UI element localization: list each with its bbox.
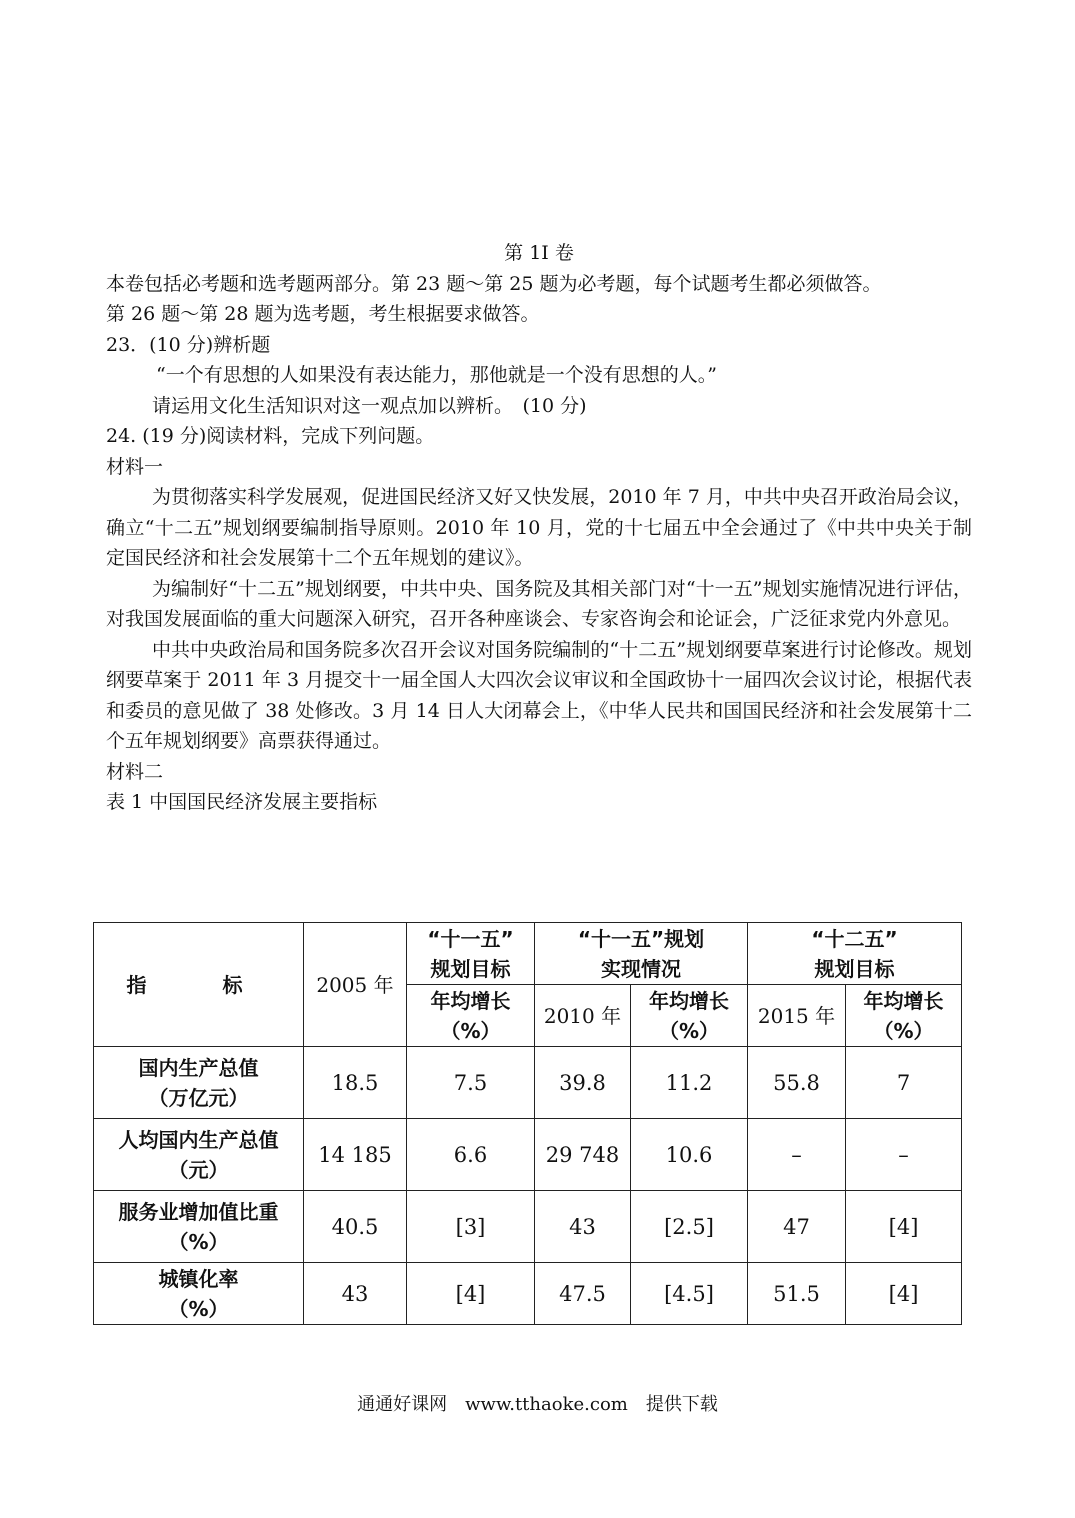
document-body — [106, 238, 972, 818]
table-cell: 51.5 — [748, 1263, 846, 1325]
row-label: 人均国内生产总值 （元） — [94, 1119, 304, 1191]
table-cell: [4.5] — [631, 1263, 748, 1325]
header-growth-3: 年均增长 （%） — [846, 985, 962, 1047]
header-plan12-target: “十二五” 规划目标 — [748, 923, 962, 985]
table-cell: 40.5 — [304, 1191, 407, 1263]
table-cell: 11.2 — [631, 1047, 748, 1119]
row-label: 服务业增加值比重 （%） — [94, 1191, 304, 1263]
indicator-table — [93, 922, 962, 1325]
table-cell: 7 — [846, 1047, 962, 1119]
table-cell: 14 185 — [304, 1119, 407, 1191]
table-caption: 表 1 中国国民经济发展主要指标 — [106, 791, 378, 813]
table-cell: 39.8 — [535, 1047, 631, 1119]
material2-label: 材料二 — [106, 760, 164, 783]
section-title: 第 1I 卷 — [504, 242, 574, 264]
table-cell: 47 — [748, 1191, 846, 1263]
q24-heading: 24. (19 分)阅读材料，完成下列问题。 — [106, 425, 435, 447]
table-row — [94, 1263, 962, 1325]
header-plan11-actual: “十一五”规划 实现情况 — [535, 923, 748, 985]
table-cell: 18.5 — [304, 1047, 407, 1119]
table-cell: [4] — [407, 1263, 535, 1325]
intro-line-1: 本卷包括必考题和选考题两部分。第 23 题～第 25 题为必考题，每个试题考生都必须做答。 — [106, 272, 882, 295]
table-cell: 55.8 — [748, 1047, 846, 1119]
table-row — [94, 1191, 962, 1263]
header-2005: 2005 年 — [304, 923, 407, 1047]
table-cell: 7.5 — [407, 1047, 535, 1119]
row-label: 城镇化率 （%） — [94, 1263, 304, 1325]
table-cell: [4] — [846, 1263, 962, 1325]
table-cell: – — [846, 1119, 962, 1191]
table-cell: 10.6 — [631, 1119, 748, 1191]
row-label: 国内生产总值 （万亿元） — [94, 1047, 304, 1119]
q23-quote: “一个有思想的人如果没有表达能力，那他就是一个没有思想的人。” — [156, 364, 717, 386]
table-cell: [2.5] — [631, 1191, 748, 1263]
header-plan11-target: “十一五” 规划目标 — [407, 923, 535, 985]
table-cell: 43 — [535, 1191, 631, 1263]
material1-paragraph-1: 为贯彻落实科学发展观，促进国民经济又好又快发展，2010 年 7 月，中共中央召开政治局会议，确立“十二五”规划纲要编制指导原则。2010 年 10 月，党的十七届五中全会通过了《中共中央关于制定国民经济和社会发展第十二个五年规划的建议》。 — [106, 486, 972, 569]
header-2015: 2015 年 — [748, 985, 846, 1047]
table-cell: – — [748, 1119, 846, 1191]
header-growth-1: 年均增长 （%） — [407, 985, 535, 1047]
intro-line-2: 第 26 题～第 28 题为选考题，考生根据要求做答。 — [106, 303, 540, 325]
table-cell: [4] — [846, 1191, 962, 1263]
table-cell: 6.6 — [407, 1119, 535, 1191]
table-row — [94, 1119, 962, 1191]
table-cell: [3] — [407, 1191, 535, 1263]
page-footer: 通通好课网 www.tthaoke.com 提供下载 — [357, 1394, 718, 1415]
material1-paragraph-2: 为编制好“十二五”规划纲要，中共中央、国务院及其相关部门对“十一五”规划实施情况进行评估，对我国发展面临的重大问题深入研究，召开各种座谈会、专家咨询会和论证会，广泛征求党内外意见。 — [106, 577, 972, 630]
header-indicator: 指 标 — [94, 923, 304, 1047]
q23-task: 请运用文化生活知识对这一观点加以辨析。 (10 分) — [152, 394, 587, 417]
table-cell: 43 — [304, 1263, 407, 1325]
table-cell: 47.5 — [535, 1263, 631, 1325]
material1-label: 材料一 — [106, 455, 164, 478]
table-row — [94, 1047, 962, 1119]
header-2010: 2010 年 — [535, 985, 631, 1047]
q23-heading: 23．(10 分)辨析题 — [106, 333, 271, 356]
table-cell: 29 748 — [535, 1119, 631, 1191]
material1-paragraph-3: 中共中央政治局和国务院多次召开会议对国务院编制的“十二五”规划纲要草案进行讨论修改。规划纲要草案于 2011 年 3 月提交十一届全国人大四次会议审议和全国政协十一届四次会议讨论，根据代表和委员的意见做了 38 处修改。3 月 14 日人大闭幕会上，《中华人民共和国国民经济和社会发展第十二个五年规划纲要》高票获得通过。 — [106, 638, 972, 752]
header-growth-2: 年均增长 （%） — [631, 985, 748, 1047]
